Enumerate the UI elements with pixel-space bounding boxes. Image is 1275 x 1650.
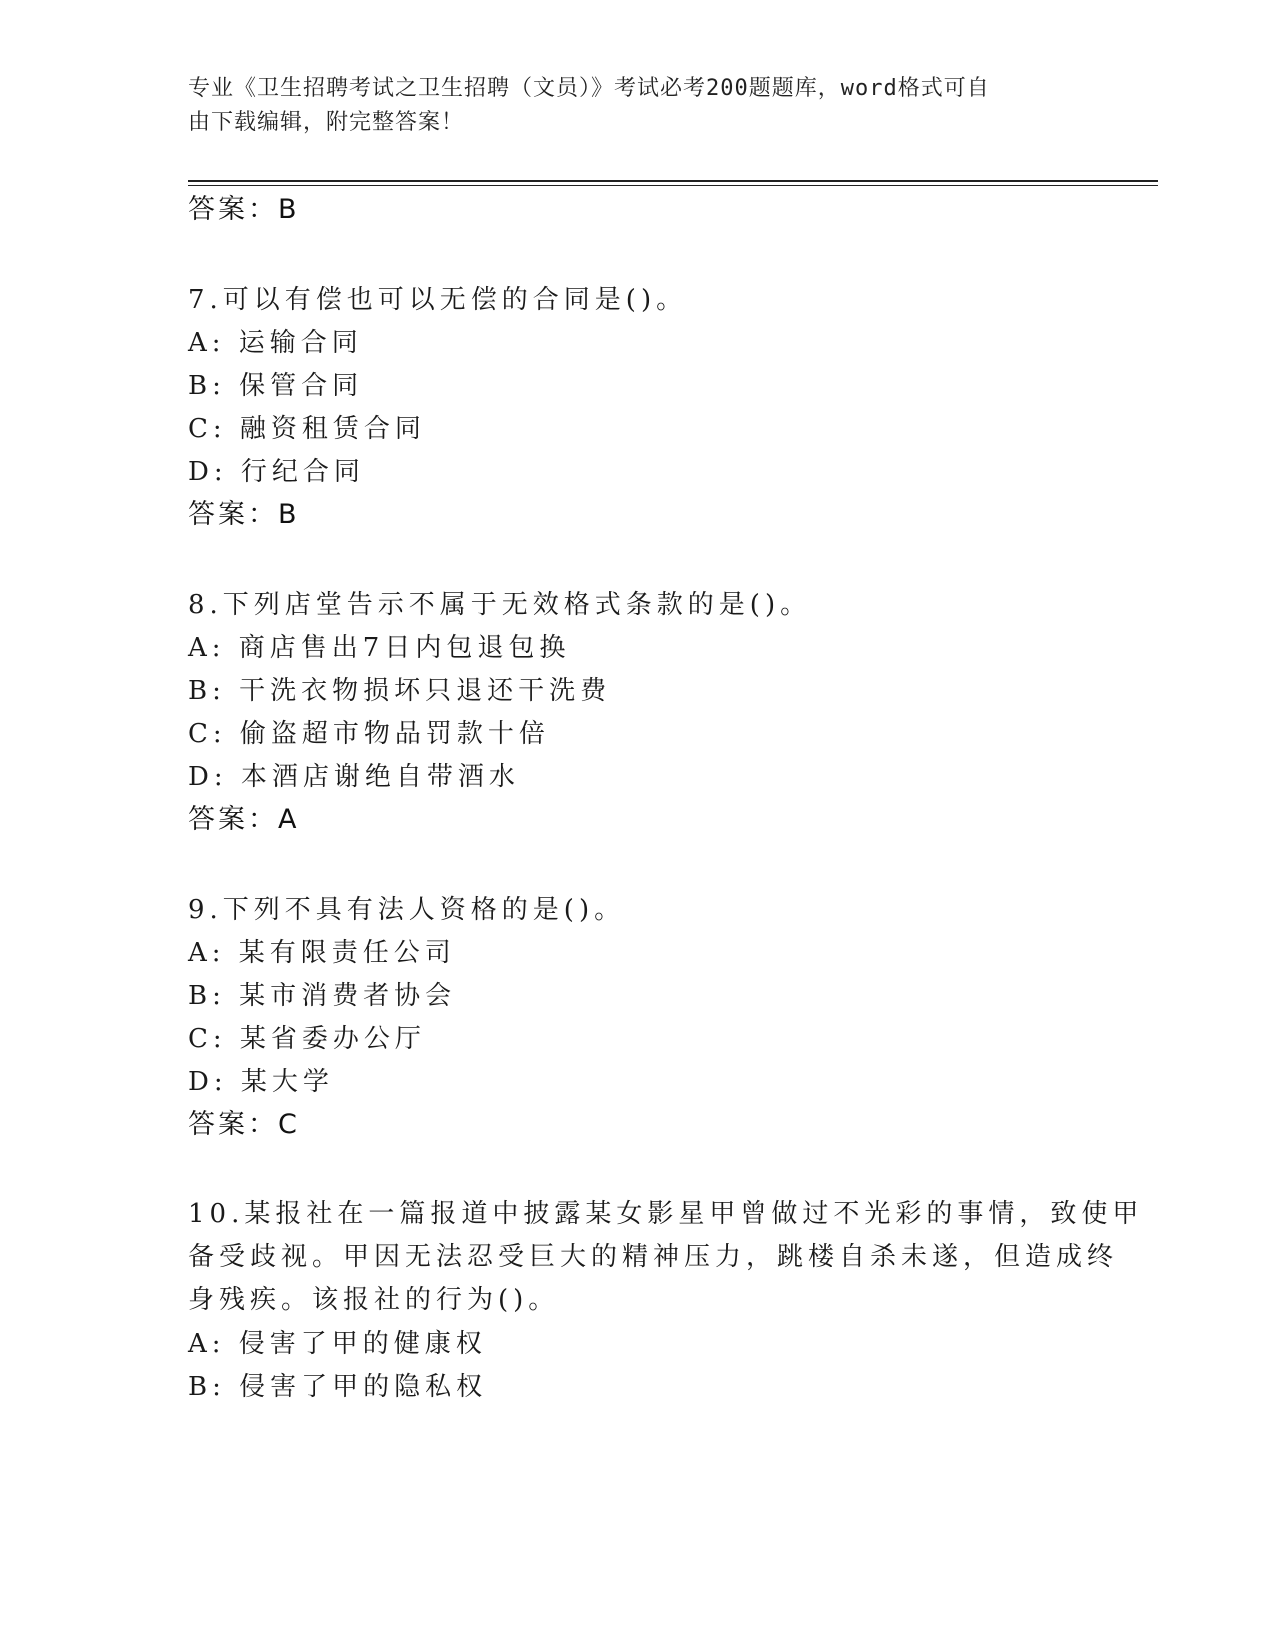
question-7-option-b: B: 保管合同 [188, 371, 364, 401]
question-9-stem: 9.下列不具有法人资格的是()。 [188, 895, 626, 925]
question-8-option-b: B: 干洗衣物损坏只退还干洗费 [188, 676, 612, 706]
question-8-option-d: D: 本酒店谢绝自带酒水 [188, 762, 520, 792]
question-9-option-c: C: 某省委办公厅 [188, 1024, 426, 1054]
question-9-option-d: D: 某大学 [188, 1067, 334, 1097]
question-7-option-a: A: 运输合同 [188, 328, 363, 358]
question-7-answer: 答案：B [188, 499, 300, 530]
question-8-option-a: A: 商店售出7日内包退包换 [188, 633, 571, 663]
previous-answer: 答案：B [188, 194, 300, 225]
header-line-1: 专业《卫生招聘考试之卫生招聘（文员）》考试必考200题题库，word格式可自 [188, 76, 990, 101]
header-divider-thick [188, 180, 1158, 182]
question-9-option-b: B: 某市消费者协会 [188, 981, 457, 1011]
question-8-option-c: C: 偷盗超市物品罚款十倍 [188, 719, 550, 749]
question-8-answer: 答案：A [188, 804, 300, 835]
header-line-2: 由下载编辑，附完整答案！ [188, 110, 465, 135]
document-header [188, 72, 1088, 140]
question-10-stem-line-1: 10.某报社在一篇报道中披露某女影星甲曾做过不光彩的事情，致使甲 [188, 1199, 1144, 1229]
question-7-stem: 7.可以有偿也可以无偿的合同是()。 [188, 285, 688, 315]
question-10-stem-line-2: 备受歧视。甲因无法忍受巨大的精神压力，跳楼自杀未遂，但造成终 [188, 1242, 1119, 1272]
question-10-option-a: A: 侵害了甲的健康权 [188, 1329, 487, 1359]
question-10-option-b: B: 侵害了甲的隐私权 [188, 1372, 488, 1402]
question-9-answer: 答案：C [188, 1109, 300, 1140]
question-7-option-d: D: 行纪合同 [188, 457, 365, 487]
question-8-stem: 8.下列店堂告示不属于无效格式条款的是()。 [188, 590, 812, 620]
header-divider-thin [188, 185, 1158, 186]
question-9-option-a: A: 某有限责任公司 [188, 938, 456, 968]
question-10-stem-line-3: 身残疾。该报社的行为()。 [188, 1285, 560, 1315]
question-7-option-c: C: 融资租赁合同 [188, 414, 426, 444]
